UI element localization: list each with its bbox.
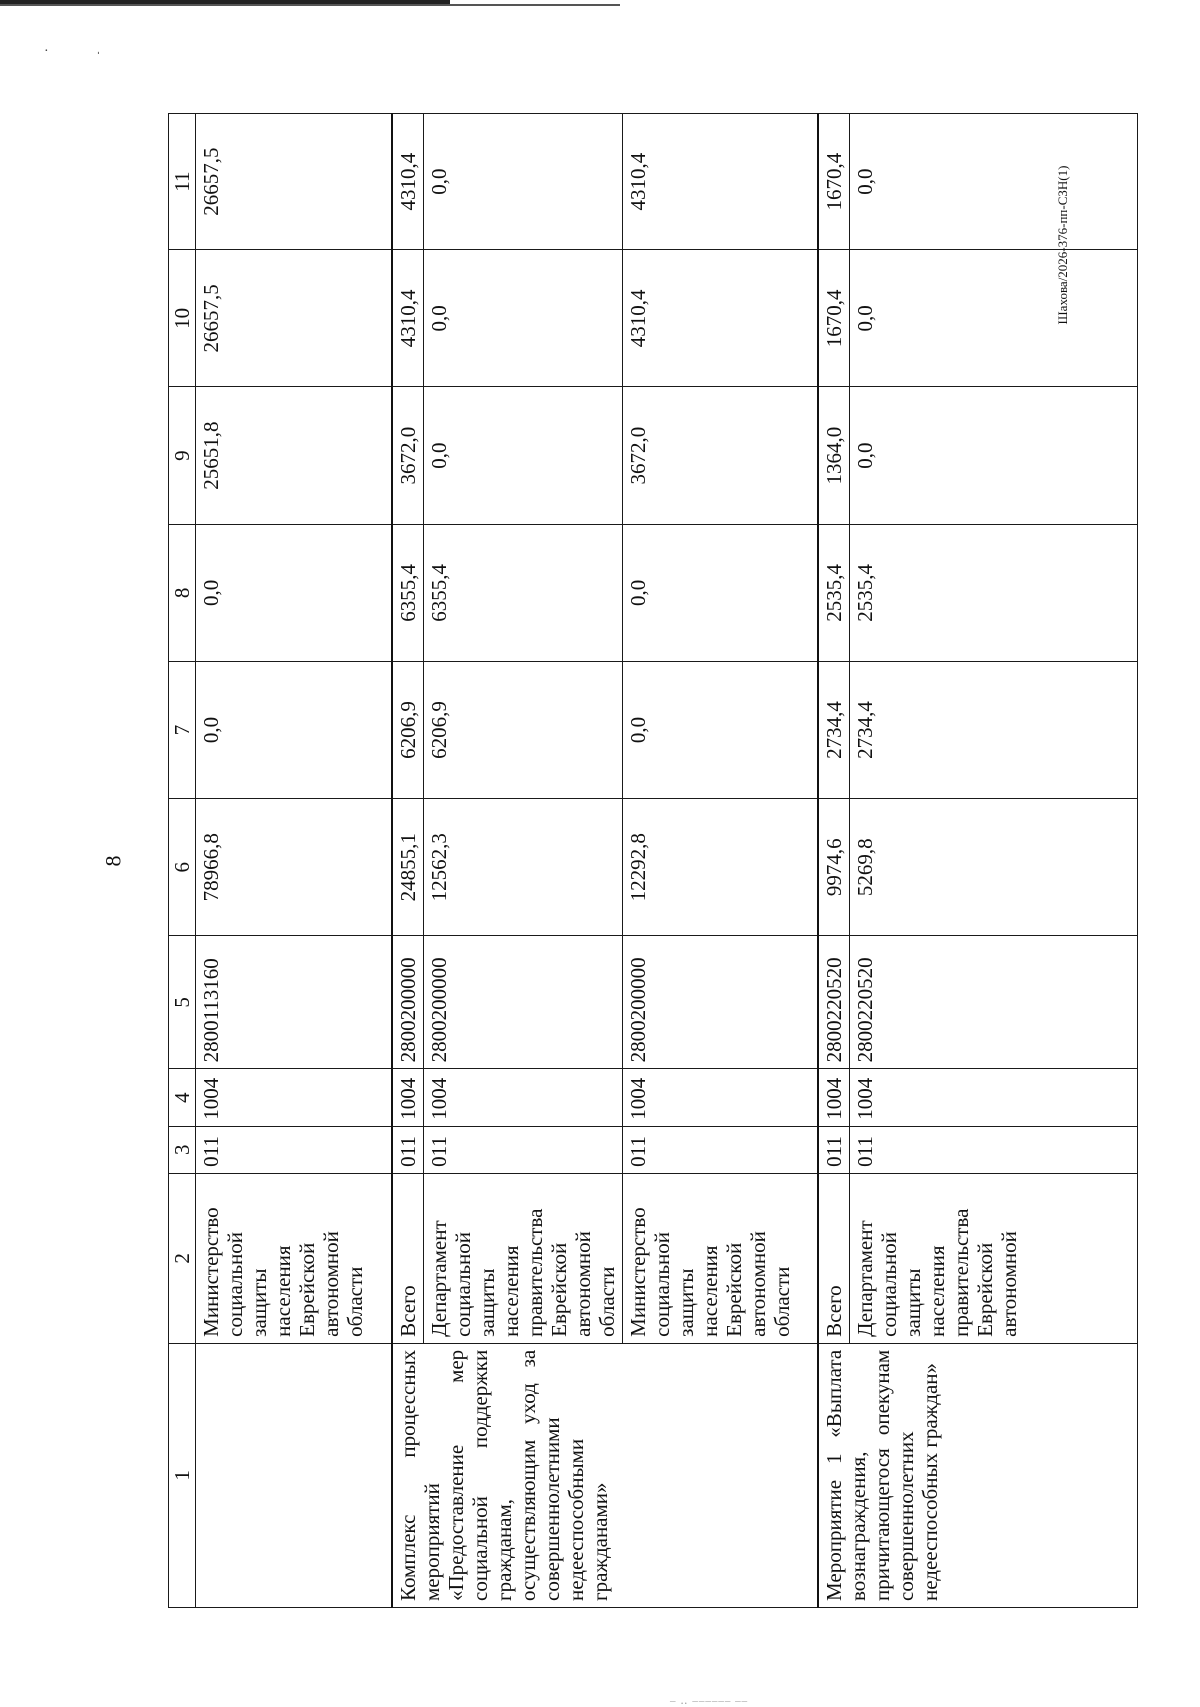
cell-target-article: 2800220520 [850,936,1138,1069]
cell-total: 12562,3 [423,799,622,936]
cell-section: 1004 [622,1069,818,1126]
cell-year-7: 2734,4 [818,661,850,798]
cell-executor: Департамент социальной защиты населения правительства Еврейской автономной [850,1173,1138,1343]
cell-target-article: 2800200000 [622,936,818,1069]
cell-target-article: 2800220520 [818,936,850,1069]
col-header-11: 11 [169,114,196,250]
cell-year-11: 26657,5 [196,114,392,250]
cell-year-10: 0,0 [850,250,1138,387]
budget-table [168,113,1138,1608]
cell-year-7: 2734,4 [850,661,1138,798]
cell-program-name [196,1343,392,1607]
cell-executor: Министерство социальной защиты населения Еврейской автономной области [622,1173,818,1343]
cell-year-9: 0,0 [850,387,1138,524]
col-header-7: 7 [169,661,196,798]
cell-grbs: 011 [196,1126,392,1173]
cell-total: 12292,8 [622,799,818,936]
cell-program-name: Мероприятие 1 «Выплата вознаграждения, причитающегося опекунам совершеннолетних недееспособных граждан» [818,1343,1138,1607]
cell-target-article: 2800200000 [423,936,622,1069]
cell-year-11: 1670,4 [818,114,850,250]
scan-top-rule-thin [0,4,620,6]
table-row [818,114,850,1608]
cell-year-8: 2535,4 [850,524,1138,661]
cell-total: 5269,8 [850,799,1138,936]
cell-year-7: 0,0 [622,661,818,798]
cell-year-8: 0,0 [196,524,392,661]
cell-year-8: 6355,4 [392,524,424,661]
header-row [169,114,196,1608]
cell-total: 78966,8 [196,799,392,936]
cell-total: 24855,1 [392,799,424,936]
cell-year-8: 6355,4 [423,524,622,661]
cell-year-9: 3672,0 [392,387,424,524]
table-row [392,114,424,1608]
col-header-4: 4 [169,1069,196,1126]
col-header-8: 8 [169,524,196,661]
cell-year-7: 6206,9 [423,661,622,798]
cell-executor: Министерство социальной защиты населения Еврейской автономной области [196,1173,392,1343]
col-header-6: 6 [169,799,196,936]
cell-grbs: 011 [423,1126,622,1173]
col-header-1: 1 [169,1343,196,1607]
cell-year-10: 4310,4 [392,250,424,387]
cell-year-10: 0,0 [423,250,622,387]
cell-section: 1004 [850,1069,1138,1126]
cell-total: 9974,6 [818,799,850,936]
cell-year-9: 0,0 [423,387,622,524]
cell-grbs: 011 [622,1126,818,1173]
scan-speck: ˌ [96,40,101,55]
table-row [196,114,392,1608]
cell-year-10: 1670,4 [818,250,850,387]
cell-section: 1004 [818,1069,850,1126]
cell-section: 1004 [392,1069,424,1126]
cell-year-8: 2535,4 [818,524,850,661]
cell-section: 1004 [196,1069,392,1126]
scan-bottom-noise: ‒ ‥ ‒‒‒‒‒‒ ‒‒ [670,1695,749,1707]
cell-grbs: 011 [818,1126,850,1173]
cell-year-10: 26657,5 [196,250,392,387]
cell-year-11: 0,0 [850,114,1138,250]
page-number: 8 [100,855,126,867]
col-header-9: 9 [169,387,196,524]
cell-executor: Департамент социальной защиты населения правительства Еврейской автономной области [423,1173,622,1343]
cell-year-9: 1364,0 [818,387,850,524]
col-header-3: 3 [169,1126,196,1173]
cell-grbs: 011 [392,1126,424,1173]
col-header-10: 10 [169,250,196,387]
cell-year-10: 4310,4 [622,250,818,387]
cell-grbs: 011 [850,1126,1138,1173]
cell-year-9: 25651,8 [196,387,392,524]
cell-year-11: 4310,4 [392,114,424,250]
cell-year-9: 3672,0 [622,387,818,524]
cell-executor: Всего [392,1173,424,1343]
cell-section: 1004 [423,1069,622,1126]
col-header-2: 2 [169,1173,196,1343]
col-header-5: 5 [169,936,196,1069]
cell-year-11: 4310,4 [622,114,818,250]
rotated-sheet [168,113,1138,1608]
cell-executor: Всего [818,1173,850,1343]
cell-year-8: 0,0 [622,524,818,661]
cell-year-11: 0,0 [423,114,622,250]
cell-program-name: Комплекс процессных мероприятий «Предоставление мер социальной поддержки гражданам, осуществляющим уход за совершеннолетними недееспособными гражданами» [392,1343,819,1607]
scan-speck: · [44,44,49,59]
cell-year-7: 0,0 [196,661,392,798]
cell-target-article: 2800200000 [392,936,424,1069]
cell-year-7: 6206,9 [392,661,424,798]
document-code: Шахова/2026-376-пп-СЗН(1) [1055,165,1070,325]
cell-target-article: 2800113160 [196,936,392,1069]
